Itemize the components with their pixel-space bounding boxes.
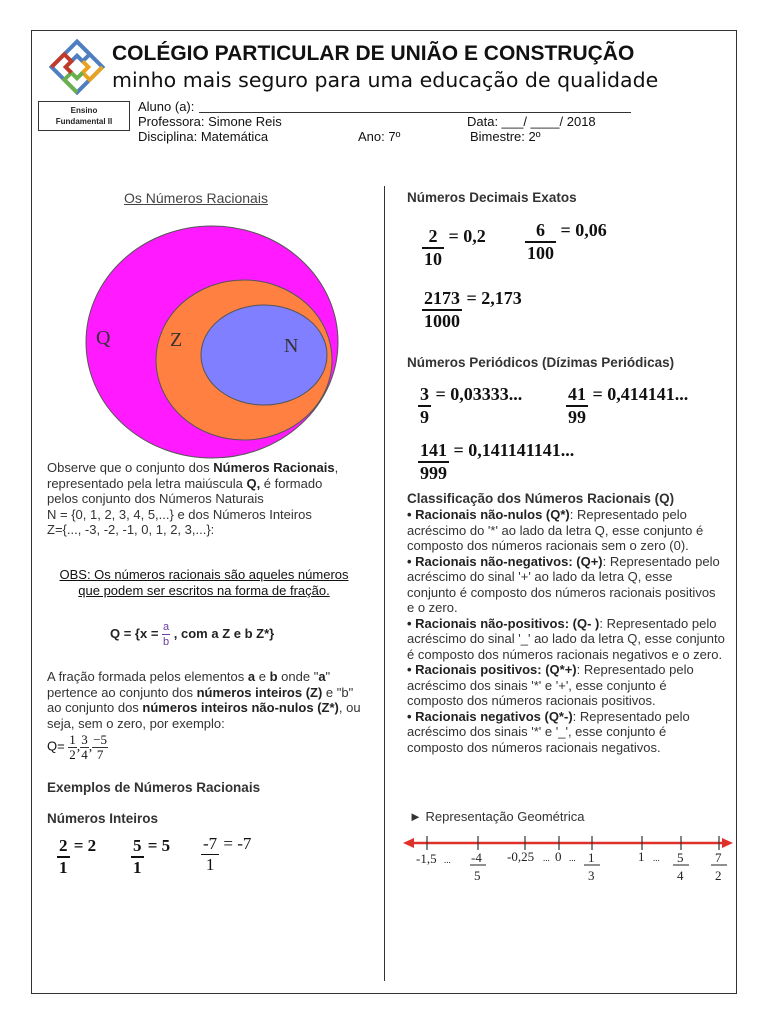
exact-decimal-denominator: 1000 xyxy=(424,311,460,331)
q-example-numerator: 1 xyxy=(69,732,76,747)
classification-item xyxy=(407,662,725,709)
classification-desc: : Representado pelo acréscimo do sinal '_' ao lado da letra Q, esse conjunto é composto dos números racionais negativos e o zero. xyxy=(407,615,725,662)
intro-bold-2: Q, xyxy=(246,475,261,491)
integer-example xyxy=(131,836,170,878)
exact-decimal-numerator: 6 xyxy=(525,220,556,243)
integer-example-fraction xyxy=(131,836,144,878)
school-logo xyxy=(48,38,106,96)
rational-definition xyxy=(110,620,274,649)
definition-fraction xyxy=(162,620,170,649)
classification-name: • Racionais positivos: (Q*+) xyxy=(407,662,577,677)
fraction-denominator: 3 xyxy=(588,868,595,883)
tick-label: -0,25 xyxy=(507,849,535,864)
q-example-denominator: 2 xyxy=(69,747,76,762)
fraction-denominator: 4 xyxy=(677,868,684,883)
student-name-line xyxy=(199,112,631,113)
fraction-numerator: 7 xyxy=(715,850,722,865)
subject-name: Disciplina: Matemática xyxy=(138,129,269,144)
tick-ellipsis: ... xyxy=(569,853,576,863)
exact-decimal-fraction xyxy=(422,288,462,332)
definition-start: Q = {x = xyxy=(110,625,163,641)
integer-example-fraction xyxy=(57,836,70,878)
fraction-text-3: onde " xyxy=(277,669,319,684)
periodic-fraction xyxy=(566,384,588,428)
integers-set: Z={..., -3, -2, -1, 0, 1, 2, 3,...}: xyxy=(47,522,215,537)
tick-label: -1,5 xyxy=(416,851,437,866)
column-divider xyxy=(384,186,385,981)
classification-item xyxy=(407,709,725,756)
fraction-text-6: , ou seja, sem o zero, por exemplo: xyxy=(47,700,361,731)
examples-title: Exemplos de Números Racionais xyxy=(47,780,261,795)
school-term: Bimestre: 2º xyxy=(470,129,541,144)
periodic-denominator: 99 xyxy=(568,407,586,427)
label-q: Q xyxy=(96,327,111,349)
fraction-bold-nonzero: números inteiros não-nulos (Z*) xyxy=(142,700,339,715)
label-z: Z xyxy=(170,329,183,351)
classification-name: • Racionais não-negativos: (Q+) xyxy=(407,553,603,569)
tick-ellipsis: ... xyxy=(653,853,660,863)
fraction-denominator: 5 xyxy=(474,868,481,883)
intro-bold-1: Números Racionais xyxy=(213,460,335,475)
date-field: Data: ___/ ____/ 2018 xyxy=(467,114,596,129)
classification-list xyxy=(407,507,725,755)
naturals-set: N = {0, 1, 2, 3, 4, 5,...} e dos Números Inteiros xyxy=(47,506,312,522)
level-line2: Fundamental II xyxy=(55,117,113,126)
integer-example-numerator: 2 xyxy=(57,836,70,858)
teacher-name: Professora: Simone Reis xyxy=(138,114,282,129)
classification-item xyxy=(407,554,725,616)
q-examples: Q= $\frac{1}{2}$ , $\frac{3}{4}$ , $\frac{-5}{7}$ xyxy=(47,732,108,762)
definition-denominator: b xyxy=(163,636,170,648)
q-example-numerator: −5 xyxy=(93,732,108,747)
integer-example-denominator: 1 xyxy=(205,855,215,874)
periodic-numerator: 41 xyxy=(566,384,588,407)
periodic-example xyxy=(418,440,574,484)
definition-end: , com a Z e b Z*} xyxy=(170,625,275,641)
periodic-numerator: 3 xyxy=(418,384,431,407)
q-example-fraction xyxy=(80,733,89,762)
intro-paragraph xyxy=(47,460,347,538)
exact-decimal-example xyxy=(422,288,522,332)
tick-ellipsis: ... xyxy=(444,855,451,865)
periodic-fraction xyxy=(418,440,449,484)
definition-numerator: a xyxy=(163,621,170,633)
integer-example-result: = 5 xyxy=(147,836,171,855)
school-motto: minho mais seguro para uma educação de qualidade xyxy=(112,68,659,92)
fraction-text-1: A fração formada pelos elementos xyxy=(47,669,248,684)
label-n: N xyxy=(284,335,299,357)
periodic-result: = 0,414141... xyxy=(592,384,689,404)
exact-decimal-denominator: 100 xyxy=(527,243,554,263)
exact-decimal-numerator: 2173 xyxy=(422,288,462,311)
integer-example-fraction xyxy=(201,834,219,875)
exact-decimal-example xyxy=(422,226,486,270)
fraction-numerator: 5 xyxy=(677,850,684,865)
school-year: Ano: 7º xyxy=(358,129,401,144)
student-label-text: Aluno (a): xyxy=(138,99,195,114)
integer-example-numerator: 5 xyxy=(131,836,144,858)
arrow-right-icon xyxy=(722,838,733,848)
tick-label: 0 xyxy=(555,849,562,864)
exact-decimal-numerator: 2 xyxy=(422,226,444,249)
periodic-numerator: 141 xyxy=(418,440,449,463)
geometric-title: ► Representação Geométrica xyxy=(409,809,585,824)
integer-example-denominator: 1 xyxy=(59,858,68,877)
periodic-result: = 0,03333... xyxy=(435,384,523,404)
exact-decimal-result: = 0,06 xyxy=(560,220,607,240)
exact-decimal-result: = 2,173 xyxy=(466,288,522,308)
classification-desc: : Representado pelo acréscimo dos sinais '*' e '+', esse conjunto é composto dos números racionais positivos. xyxy=(407,662,694,708)
venn-diagram xyxy=(84,224,340,460)
fraction-numerator: -4 xyxy=(471,850,482,865)
integer-example xyxy=(201,834,251,875)
classification-title: Classificação dos Números Racionais (Q) xyxy=(407,491,675,506)
periodic-denominator: 9 xyxy=(420,407,429,427)
exact-decimal-fraction xyxy=(525,220,556,264)
exact-decimal-example xyxy=(525,220,607,264)
intro-text-1: Observe que o conjunto dos xyxy=(47,460,214,475)
section-title: Os Números Racionais xyxy=(124,190,268,206)
integer-example-denominator: 1 xyxy=(133,858,142,877)
periodic-example xyxy=(566,384,688,428)
tick-label: 1 xyxy=(638,849,645,864)
fraction-denominator: 2 xyxy=(715,868,722,883)
periodic-denominator: 999 xyxy=(420,463,447,483)
fraction-text-4: " pertence ao conjunto dos xyxy=(47,669,331,700)
exact-decimal-denominator: 10 xyxy=(424,249,442,269)
q-example-denominator: 4 xyxy=(81,747,88,762)
classification-item xyxy=(407,507,725,554)
arrow-left-icon xyxy=(403,838,414,848)
fraction-text-5: e "b" ao conjunto dos xyxy=(47,684,354,715)
exact-decimals-title: Números Decimais Exatos xyxy=(407,190,577,205)
classification-name: • Racionais não-nulos (Q*) xyxy=(407,507,570,522)
tick-ellipsis: ... xyxy=(543,853,550,863)
fraction-numerator: 1 xyxy=(588,850,595,865)
set-n-region xyxy=(201,305,327,405)
level-box xyxy=(38,101,130,131)
integers-title: Números Inteiros xyxy=(47,811,159,826)
intro-text-2: , representado pela letra maiúscula xyxy=(47,460,339,491)
integer-example xyxy=(57,836,96,878)
q-example-fraction xyxy=(92,733,108,762)
fraction-bold-b: b xyxy=(269,669,278,684)
intro-text-3: é formado pelos conjunto dos Números Naturais xyxy=(47,475,323,506)
exact-decimal-fraction xyxy=(422,226,444,270)
classification-desc: : Representado pelo acréscimo do '*' ao lado da letra Q, esse conjunto é composto dos números racionais sem o zero (0). xyxy=(407,507,704,553)
q-prefix: Q= xyxy=(47,738,65,754)
q-example-denominator: 7 xyxy=(96,747,104,762)
fraction-paragraph xyxy=(47,669,365,731)
periodic-title: Números Periódicos (Dízimas Periódicas) xyxy=(407,355,675,370)
integer-example-result: = 2 xyxy=(73,836,97,855)
fraction-bold-integers: números inteiros (Z) xyxy=(196,684,323,700)
fraction-bold-a2: a xyxy=(318,669,326,684)
classification-desc: : Representado pelo acréscimo dos sinais '*' e '_', esse conjunto é composto dos números racionais negativos. xyxy=(407,708,690,755)
school-name: COLÉGIO PARTICULAR DE UNIÃO E CONSTRUÇÃO xyxy=(112,42,635,65)
fraction-bold-a: a xyxy=(247,669,256,684)
periodic-example xyxy=(418,384,522,428)
q-example-fraction xyxy=(68,733,77,762)
integer-example-result: = -7 xyxy=(223,834,252,853)
q-example-numerator: 3 xyxy=(81,732,88,747)
level-line1: Ensino xyxy=(70,106,98,115)
periodic-fraction xyxy=(418,384,431,428)
integer-example-numerator: -7 xyxy=(203,834,218,853)
student-label xyxy=(138,99,194,114)
fraction-text-2: e xyxy=(255,669,270,684)
obs-note: OBS: Os números racionais são aqueles números que podem ser escritos na forma de fração. xyxy=(59,567,349,598)
classification-item xyxy=(407,616,725,663)
classification-name: • Racionais não-positivos: (Q- ) xyxy=(407,615,600,631)
periodic-result: = 0,141141141... xyxy=(453,440,575,460)
exact-decimal-result: = 0,2 xyxy=(448,226,486,246)
number-line xyxy=(400,830,736,890)
classification-desc: : Representado pelo acréscimo do sinal '+' ao lado da letra Q, esse conjunto é composto dos números racionais positivos e o zero. xyxy=(407,553,720,615)
classification-name: • Racionais negativos (Q*-) xyxy=(407,708,573,724)
